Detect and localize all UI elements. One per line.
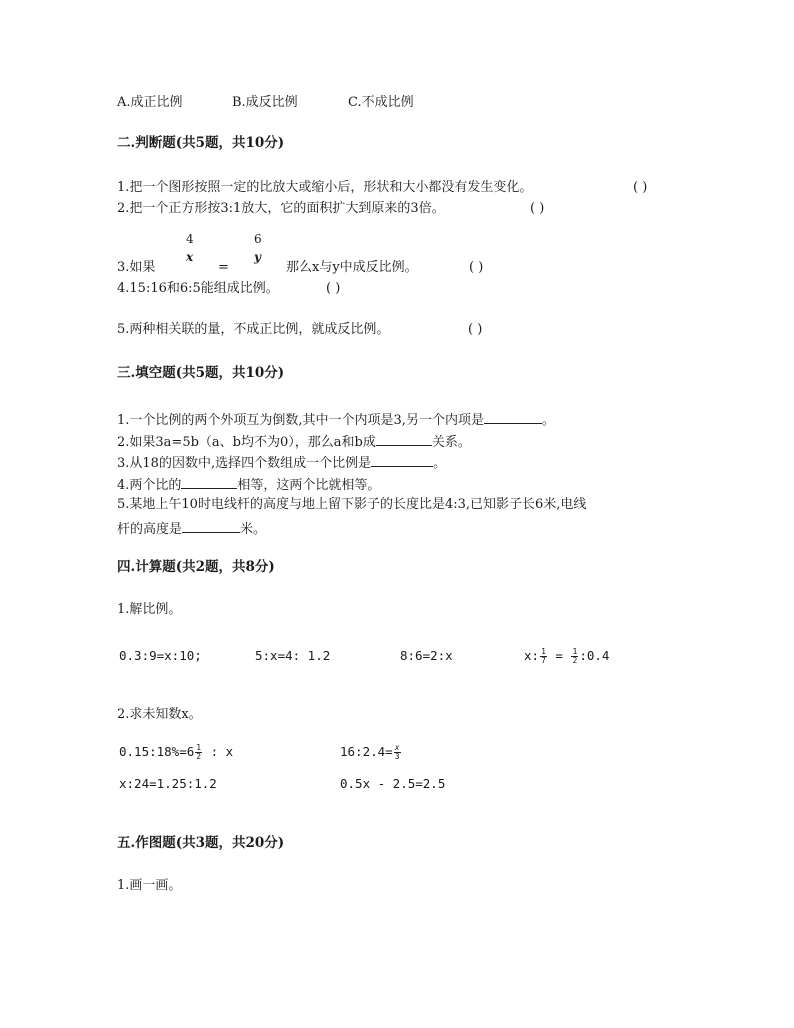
eq4-f2-den: 2 bbox=[572, 656, 578, 665]
frac1-numerator: 4 bbox=[186, 232, 194, 246]
calc-q2-label: 2.求未知数x。 bbox=[117, 707, 202, 722]
section-title-calc: 四.计算题(共2题，共8分) bbox=[117, 559, 275, 575]
fill-item-2-end: 关系。 bbox=[431, 435, 471, 450]
unknown-eq-2-num: x bbox=[394, 743, 400, 752]
eq4-fraction-1 bbox=[540, 648, 547, 665]
fill-blank-3 bbox=[371, 454, 433, 467]
proportion-eq-1: 0.3:9=x:10; bbox=[119, 648, 202, 663]
section-title-judgement: 二.判断题(共5题，共10分) bbox=[117, 135, 285, 151]
unknown-eq-1-post: : x bbox=[203, 744, 234, 759]
section-title-drawing: 五.作图题(共3题，共20分) bbox=[117, 835, 285, 851]
proportion-eq-2: 5:x=4: 1.2 bbox=[255, 648, 331, 663]
judgement-item-1: 1.把一个图形按照一定的比放大或缩小后，形状和大小都没有发生变化。 bbox=[117, 180, 533, 195]
unknown-eq-2-den: 3 bbox=[394, 752, 400, 761]
eq4-fraction-2 bbox=[571, 648, 578, 665]
fill-item-3-text: 3.从18的因数中,选择四个数组成一个比例是 bbox=[117, 456, 372, 471]
unknown-eq-1-pre: 0.15:18%=6 bbox=[119, 744, 195, 759]
fill-blank-2 bbox=[376, 433, 432, 446]
fill-blank-5 bbox=[182, 520, 240, 533]
unknown-eq-1-num: 1 bbox=[196, 743, 202, 752]
fill-item-1-end: 。 bbox=[541, 413, 555, 428]
judgement-paren-3: ( ) bbox=[469, 260, 484, 275]
drawing-q1-label: 1.画一画。 bbox=[117, 878, 182, 893]
eq4-pre: x: bbox=[524, 648, 540, 663]
choice-a: A.成正比例 bbox=[117, 95, 183, 110]
judgement-paren-1: ( ) bbox=[633, 180, 648, 195]
fill-item-3-end: 。 bbox=[433, 456, 447, 471]
fill-blank-4 bbox=[181, 476, 237, 489]
unknown-eq-2-pre: 16:2.4= bbox=[340, 744, 393, 759]
unknown-eq-1-den: 2 bbox=[196, 752, 202, 761]
proportion-eq-4 bbox=[524, 646, 609, 666]
section-title-fill: 三.填空题(共5题，共10分) bbox=[117, 365, 285, 381]
proportion-eq-3: 8:6=2:x bbox=[400, 648, 453, 663]
judgement-item-2: 2.把一个正方形按3:1放大，它的面积扩大到原来的3倍。 bbox=[117, 201, 445, 216]
fill-item-5-cont-text: 杆的高度是 bbox=[117, 522, 183, 537]
fill-item-5-cont bbox=[117, 520, 266, 536]
fill-item-4-text: 4.两个比的 bbox=[117, 478, 182, 493]
unknown-eq-2-fraction bbox=[394, 744, 401, 761]
fill-item-4 bbox=[117, 476, 380, 492]
judgement-paren-5: ( ) bbox=[468, 322, 483, 337]
unknown-eq-3: x:24=1.25:1.2 bbox=[119, 776, 217, 791]
fill-item-1-text: 1.一个比例的两个外项互为倒数,其中一个内项是3,另一个内项是 bbox=[117, 413, 484, 428]
judgement-item-3-lead: 3.如果 bbox=[117, 260, 156, 275]
judgement-item-5: 5.两种相关联的量，不成正比例，就成反比例。 bbox=[117, 322, 390, 337]
fill-item-4-end: 相等，这两个比就相等。 bbox=[237, 478, 381, 493]
frac2-numerator: 6 bbox=[254, 232, 262, 246]
judgement-paren-2: ( ) bbox=[530, 201, 545, 216]
eq4-mid: = bbox=[555, 648, 563, 663]
choice-b: B.成反比例 bbox=[232, 95, 298, 110]
fill-blank-1 bbox=[484, 411, 542, 424]
judgement-paren-4: ( ) bbox=[326, 281, 341, 296]
judgement-item-3-tail: 那么x与y中成反比例。 bbox=[286, 260, 418, 275]
fill-item-5-end: 米。 bbox=[240, 522, 267, 537]
choice-c: C.不成比例 bbox=[348, 95, 414, 110]
fill-item-5: 5.某地上午10时电线杆的高度与地上留下影子的长度比是4:3,已知影子长6米,电线 bbox=[117, 497, 587, 512]
unknown-eq-2 bbox=[340, 742, 402, 762]
judgement-item-4: 4.15:16和6:5能组成比例。 bbox=[117, 281, 279, 296]
frac2-denominator: y bbox=[254, 250, 261, 264]
unknown-eq-4: 0.5x - 2.5=2.5 bbox=[340, 776, 446, 791]
calc-q1-label: 1.解比例。 bbox=[117, 602, 182, 617]
eq4-post: :0.4 bbox=[579, 648, 610, 663]
fill-item-2 bbox=[117, 433, 471, 449]
fill-item-2-text: 2.如果3a=5b（a、b均不为0），那么a和b成 bbox=[117, 435, 376, 450]
judgement-item-3-equals: = bbox=[218, 260, 229, 275]
eq4-f2-num: 1 bbox=[572, 647, 578, 656]
eq4-f1-num: 1 bbox=[541, 647, 546, 656]
fill-item-3 bbox=[117, 454, 446, 470]
eq4-f1-den: 7 bbox=[541, 656, 546, 665]
fill-item-1 bbox=[117, 411, 555, 427]
frac1-denominator: x bbox=[186, 250, 194, 264]
unknown-eq-1 bbox=[119, 742, 233, 762]
unknown-eq-1-fraction bbox=[195, 744, 202, 761]
